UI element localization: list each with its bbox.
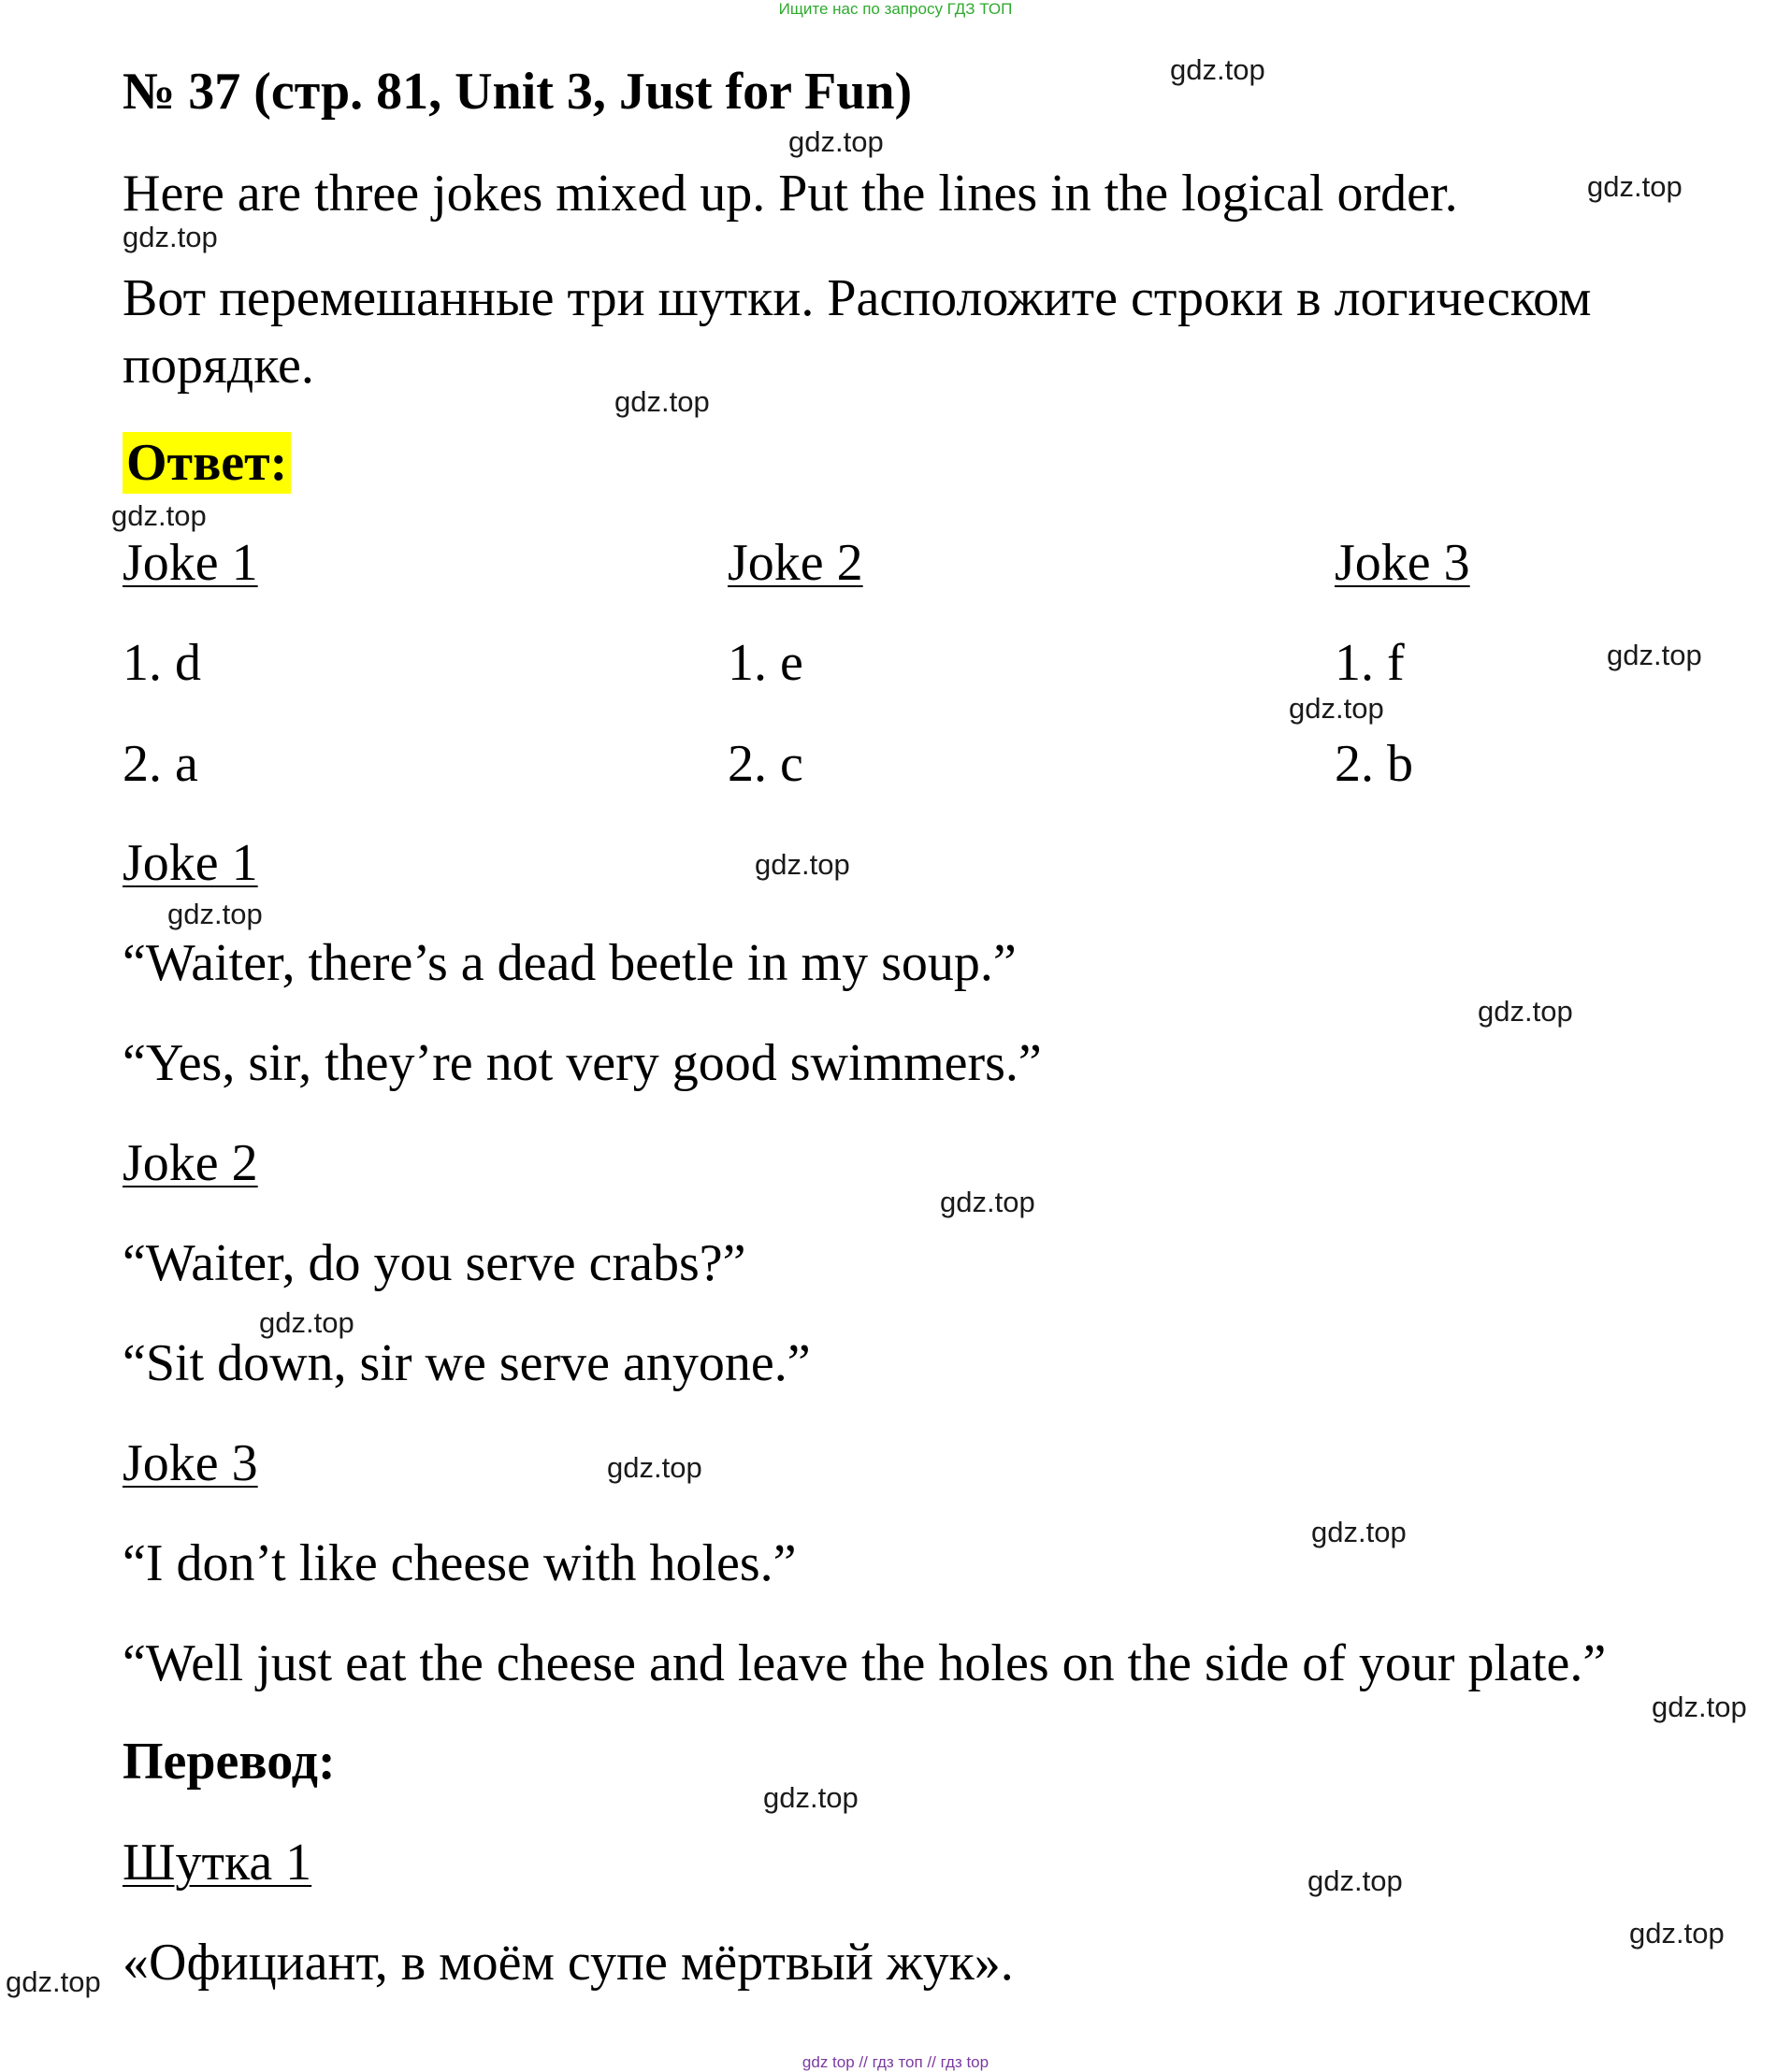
joke-2-line-1: “Waiter, do you serve crabs?” (123, 1234, 746, 1292)
watermark: gdz.top (1607, 639, 1702, 671)
watermark: gdz.top (614, 385, 710, 418)
watermark: gdz.top (607, 1451, 702, 1484)
watermark: gdz.top (763, 1781, 859, 1814)
answer-joke-3-line-2: 2. b (1335, 735, 1413, 793)
answer-joke-2-line-2: 2. c (728, 735, 803, 793)
watermark: gdz.top (1652, 1691, 1747, 1723)
watermark: gdz.top (6, 1965, 101, 1998)
answer-label: Ответ: (123, 432, 291, 494)
column-header-joke-1: Joke 1 (123, 534, 258, 592)
answer-joke-1-line-2: 2. a (123, 735, 198, 793)
watermark: gdz.top (940, 1186, 1035, 1218)
watermark: gdz.top (111, 499, 207, 532)
joke-1-heading: Joke 1 (123, 834, 258, 892)
translation-label: Перевод: (123, 1733, 336, 1791)
joke-1-line-2: “Yes, sir, they’re not very good swimmers.” (123, 1034, 1042, 1092)
watermark: gdz.top (259, 1306, 354, 1339)
top-banner: Ищите нас по запросу ГДЗ ТОП (778, 0, 1013, 18)
watermark: gdz.top (1311, 1516, 1407, 1548)
joke-2-heading: Joke 2 (123, 1134, 258, 1192)
task-russian: Вот перемешанные три шутки. Расположите строки в логическом порядке. (123, 269, 1592, 395)
translation-joke-1-heading: Шутка 1 (123, 1834, 312, 1892)
task-english: Here are three jokes mixed up. Put the lines in the logical order. (123, 165, 1458, 223)
column-header-joke-2: Joke 2 (728, 534, 863, 592)
answer-joke-1-line-1: 1. d (123, 634, 201, 692)
watermark: gdz.top (1307, 1864, 1403, 1897)
watermark: gdz.top (1478, 995, 1573, 1028)
joke-3-heading: Joke 3 (123, 1434, 258, 1492)
watermark: gdz.top (1629, 1917, 1725, 1950)
footer: gdz top // гдз топ // гдз top (802, 2053, 989, 2071)
watermark: gdz.top (123, 221, 218, 253)
joke-3-line-2: “Well just eat the cheese and leave the holes on the side of your plate.” (123, 1634, 1607, 1692)
joke-1-line-1: “Waiter, there’s a dead beetle in my soup.” (123, 934, 1017, 992)
joke-2-line-2: “Sit down, sir we serve anyone.” (123, 1334, 811, 1392)
answer-joke-2-line-1: 1. e (728, 634, 803, 692)
column-header-joke-3: Joke 3 (1335, 534, 1470, 592)
joke-3-line-1: “I don’t like cheese with holes.” (123, 1534, 797, 1592)
answer-joke-3-line-1: 1. f (1335, 634, 1405, 692)
watermark: gdz.top (755, 848, 850, 881)
page-title: № 37 (стр. 81, Unit 3, Just for Fun) (123, 63, 913, 121)
watermark: gdz.top (167, 898, 263, 930)
watermark: gdz.top (1289, 692, 1384, 725)
watermark: gdz.top (1587, 170, 1683, 203)
translation-joke-1-line-1: «Официант, в моём супе мёртвый жук». (123, 1934, 1014, 1992)
watermark: gdz.top (788, 125, 884, 158)
watermark: gdz.top (1170, 53, 1265, 86)
